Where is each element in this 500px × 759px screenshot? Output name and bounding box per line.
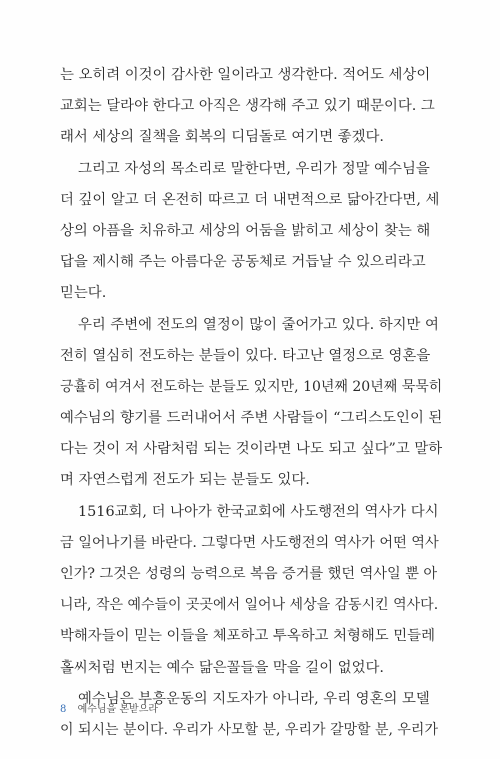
- text-line: 믿는다.: [60, 285, 107, 302]
- text-line: 예수님은 부흥운동의 지도자가 아니라, 우리 영혼의 모델: [78, 690, 430, 707]
- text-line: 전히 열심히 전도하는 분들이 있다. 타고난 열정으로 영혼을: [60, 347, 431, 364]
- text-line: 더 깊이 알고 더 온전히 따르고 더 내면적으로 닮아간다면, 세: [60, 191, 440, 208]
- text-line: 는 오히려 이것이 감사한 일이라고 생각한다. 적어도 세상이: [60, 67, 431, 83]
- page-footer: [60, 700, 158, 715]
- text-line: 답을 제시해 주는 아름다운 공동체로 거듭날 수 있으리라고: [60, 254, 426, 271]
- text-line: 니라, 작은 예수들이 곳곳에서 일어나 세상을 감동시킨 역사다.: [60, 597, 439, 614]
- page-number: 8: [60, 704, 67, 715]
- body-text: [60, 60, 442, 746]
- text-line: 교회는 달라야 한다고 아직은 생각해 주고 있기 때문이다. 그: [60, 98, 435, 115]
- text-line: 1516교회, 더 나아가 한국교회에 사도행전의 역사가 다시: [78, 503, 439, 520]
- text-line: 금 일어나기를 바란다. 그렇다면 사도행전의 역사가 어떤 역사: [60, 534, 439, 551]
- text-line: 박해자들이 믿는 이들을 체포하고 투옥하고 처형해도 민들레: [60, 628, 435, 645]
- text-line: 며 자연스럽게 전도가 되는 분들도 있다.: [60, 472, 310, 489]
- text-line: 이 되시는 분이다. 우리가 사모할 분, 우리가 갈망할 분, 우리가: [60, 721, 438, 738]
- text-line: 긍휼히 여겨서 전도하는 분들도 있지만, 10년째 20년째 묵묵히: [60, 378, 443, 395]
- text-line: 래서 세상의 질책을 회복의 디딤돌로 여기면 좋겠다.: [60, 129, 384, 146]
- text-line: 상의 아픔을 치유하고 세상의 어둠을 밝히고 세상이 찾는 해: [60, 222, 431, 239]
- text-line: 인가? 그것은 성령의 능력으로 복음 증거를 했던 역사일 뿐 아: [60, 566, 438, 582]
- text-line: 우리 주변에 전도의 열정이 많이 줄어가고 있다. 하지만 여: [78, 316, 439, 333]
- text-line: 예수님의 향기를 드러내어서 주변 사람들이 “그리스도인이 된: [60, 410, 443, 427]
- text-line: 홀씨처럼 번지는 예수 닮은꼴들을 막을 길이 없었다.: [60, 659, 384, 676]
- text-line: 다는 것이 저 사람처럼 되는 것이라면 나도 되고 싶다”고 말하: [60, 441, 443, 458]
- text-line: 그리고 자성의 목소리로 말한다면, 우리가 정말 예수님을: [78, 160, 430, 177]
- running-title: 예수님을 본받으라: [77, 704, 159, 715]
